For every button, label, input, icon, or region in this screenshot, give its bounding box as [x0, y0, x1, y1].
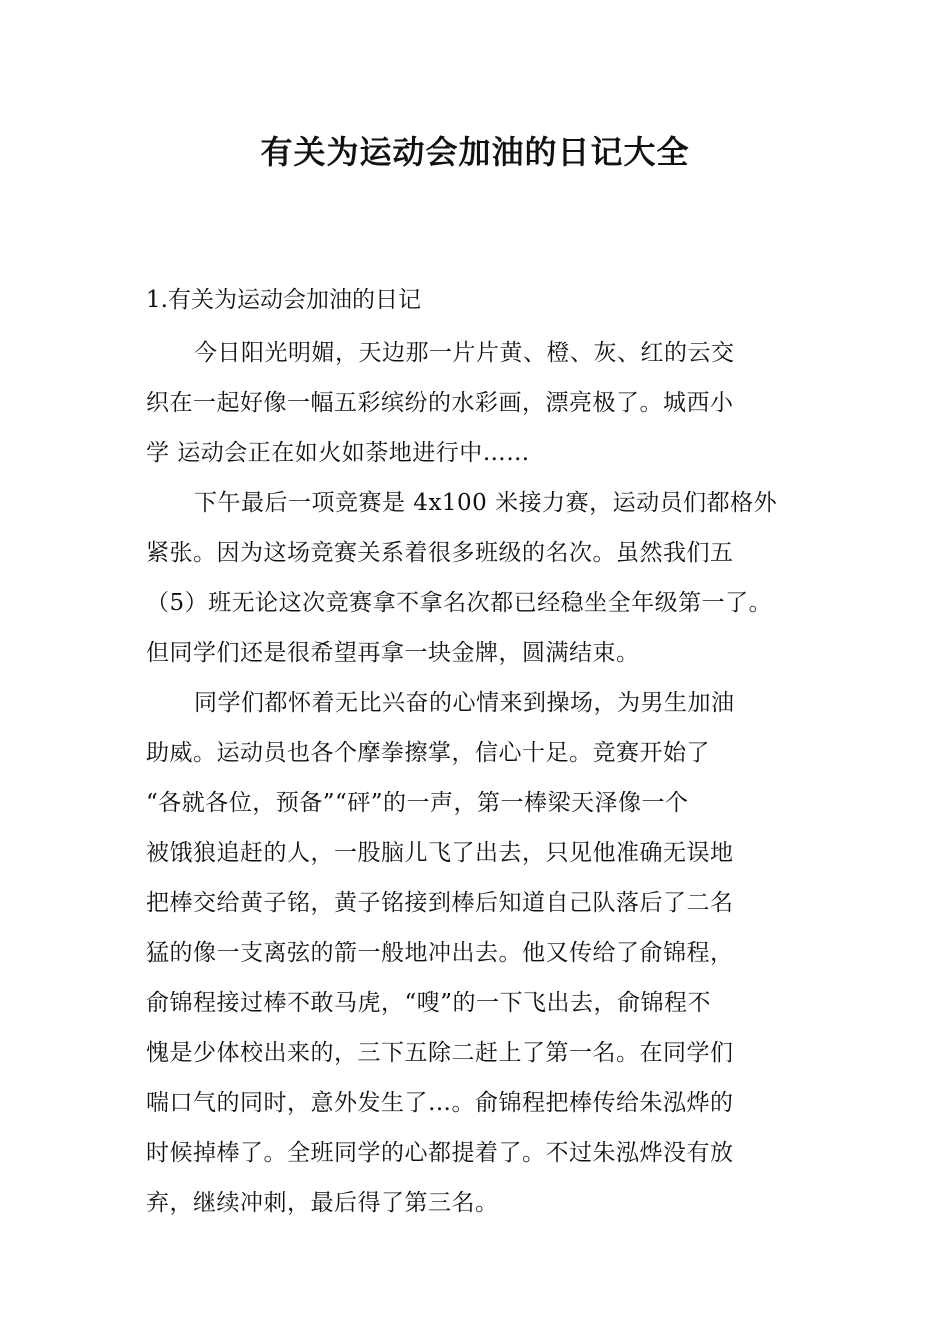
- paragraph-line: （5）班无论这次竞赛拿不拿名次都已经稳坐全年级第一了。: [146, 590, 773, 616]
- paragraph-line: 时候掉棒了。全班同学的心都提着了。不过朱泓烨没有放: [146, 1140, 734, 1166]
- paragraph-line: 但同学们还是很希望再拿一块金牌，圆满结束。: [146, 640, 640, 666]
- paragraph-line: 同学们都怀着无比兴奋的心情来到操场，为男生加油: [194, 690, 735, 716]
- paragraph-line: 织在一起好像一幅五彩缤纷的水彩画，漂亮极了。城西小: [146, 390, 734, 416]
- paragraph-line: 喘口气的同时，意外发生了…。俞锦程把棒传给朱泓烨的: [146, 1090, 734, 1116]
- paragraph-line: 被饿狼追赶的人，一股脑儿飞了出去，只见他准确无误地: [146, 840, 734, 866]
- paragraph-line: 把棒交给黄子铭，黄子铭接到棒后知道自己队落后了二名: [146, 890, 734, 916]
- paragraph-line: 弃，继续冲刺，最后得了第三名。: [146, 1190, 499, 1216]
- paragraph-line: 助威。运动员也各个摩拳擦掌，信心十足。竞赛开始了: [146, 740, 710, 766]
- paragraph-line: “各就各位，预备”“砰”的一声，第一棒梁天泽像一个: [146, 790, 689, 816]
- section-heading: 1.有关为运动会加油的日记: [146, 287, 421, 313]
- paragraph-line: 紧张。因为这场竞赛关系着很多班级的名次。虽然我们五: [146, 540, 734, 566]
- paragraph-line: 猛的像一支离弦的箭一般地冲出去。他又传给了俞锦程，: [146, 940, 734, 966]
- paragraph-1: [146, 328, 826, 478]
- paragraph-line: 俞锦程接过棒不敢马虎，“嗖”的一下飞出去，俞锦程不: [146, 990, 712, 1016]
- paragraph-2: [146, 478, 826, 678]
- paragraph-line: 愧是少体校出来的，三下五除二赶上了第一名。在同学们: [146, 1040, 734, 1066]
- paragraph-line: 学 运动会正在如火如荼地进行中……: [146, 440, 530, 466]
- document-body: [146, 328, 826, 1228]
- paragraph-3: [146, 678, 826, 1228]
- paragraph-line: 下午最后一项竞赛是 4x100 米接力赛，运动员们都格外: [194, 490, 778, 516]
- paragraph-line: 今日阳光明媚，天边那一片片黄、橙、灰、红的云交: [194, 340, 735, 366]
- document-title: 有关为运动会加油的日记大全: [260, 133, 690, 171]
